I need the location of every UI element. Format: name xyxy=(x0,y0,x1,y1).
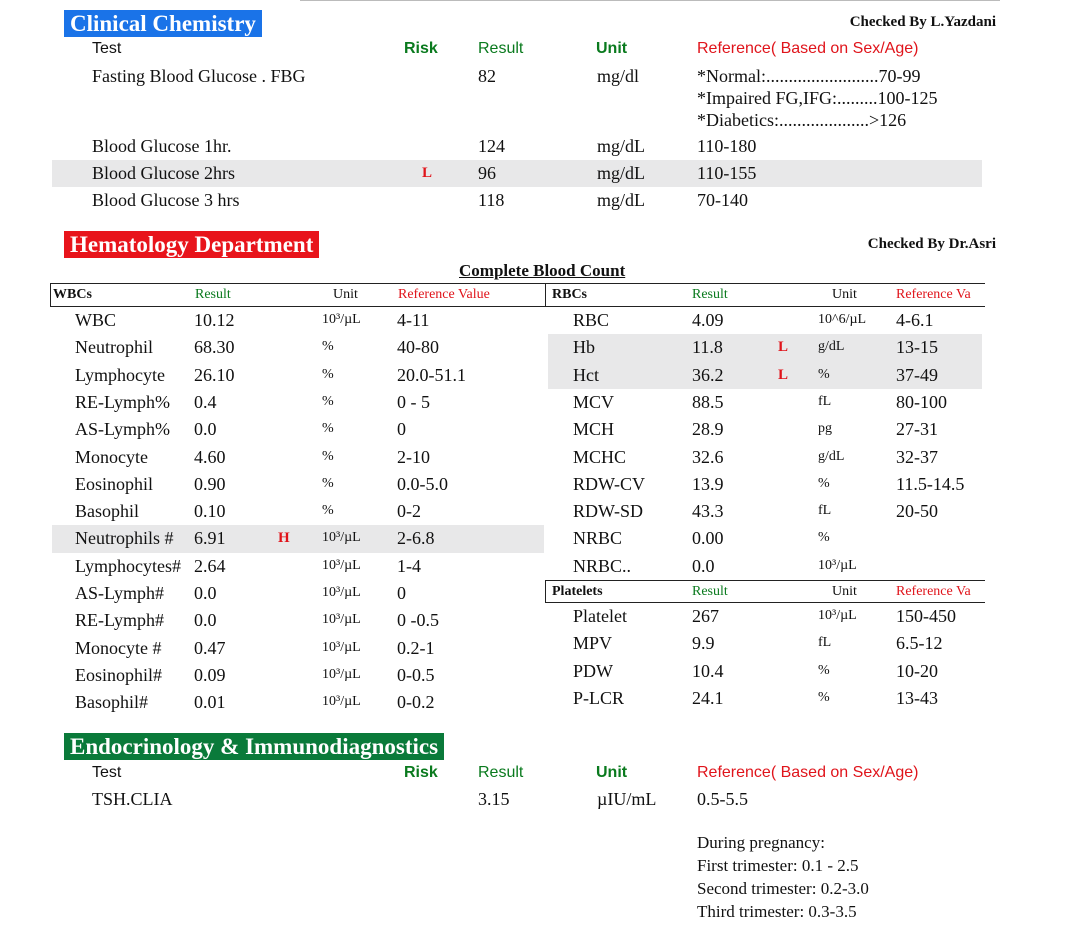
row-result: 0.00 xyxy=(692,528,724,549)
row-reference: 27-31 xyxy=(896,419,938,440)
row-name: RDW-SD xyxy=(573,501,644,522)
row-unit: 10³/µL xyxy=(818,557,857,573)
row-result: 0.01 xyxy=(194,692,226,713)
row-reference: 13-15 xyxy=(896,337,938,358)
wbc-header-unit: Unit xyxy=(333,287,358,302)
row-name: MPV xyxy=(573,633,613,654)
row-unit: fL xyxy=(818,635,832,651)
row-reference: 1-4 xyxy=(397,555,421,576)
row-reference: 2-10 xyxy=(397,446,430,467)
row-name: RDW-CV xyxy=(573,473,645,494)
row-unit: 10³/µL xyxy=(322,612,361,628)
fbg-ref-diabetic: *Diabetics:....................>126 xyxy=(697,110,907,130)
row-reference: 4-6.1 xyxy=(896,310,934,330)
top-rule xyxy=(300,0,1000,1)
row-name: MCH xyxy=(573,419,615,440)
row-name: NRBC xyxy=(573,528,623,549)
rbc-header-unit: Unit xyxy=(832,287,857,302)
endo-header-test: Test xyxy=(92,764,122,781)
wbc-left-border xyxy=(50,283,51,307)
row-name: AS-Lymph# xyxy=(75,583,165,603)
row-reference: 32-37 xyxy=(896,446,938,467)
plt-header-name: Platelets xyxy=(552,584,603,599)
rbc-header-name: RBCs xyxy=(552,287,588,302)
row-result: 43.3 xyxy=(692,501,724,522)
plt-top-rule xyxy=(546,580,985,581)
chem-header-result: Result xyxy=(478,40,524,57)
chem-row-test: Blood Glucose 3 hrs xyxy=(92,190,240,210)
row-unit: g/dL xyxy=(818,448,845,464)
row-reference: 0 - 5 xyxy=(397,391,430,412)
row-unit: 10³/µL xyxy=(818,608,857,623)
chem-checked-by: Checked By L.Yazdani xyxy=(849,14,996,30)
row-name: RE-Lymph# xyxy=(75,610,164,631)
chem-row-unit: mg/dL xyxy=(597,190,645,210)
row-result: 10.4 xyxy=(692,660,724,681)
row-name: Eosinophil# xyxy=(75,664,163,685)
row-risk-flag: L xyxy=(778,366,789,383)
row-name: Neutrophils # xyxy=(75,528,174,549)
chem-row-result: 124 xyxy=(478,136,505,156)
hematology-banner: Hematology Department xyxy=(64,231,319,258)
row-result: 2.64 xyxy=(194,555,226,576)
endo-header-result: Result xyxy=(478,764,524,781)
fbg-ref-normal: *Normal:.........................70-99 xyxy=(697,66,921,86)
row-name: Basophil xyxy=(75,501,140,522)
chem-row-unit: mg/dL xyxy=(597,136,645,156)
row-name: Basophil# xyxy=(75,692,149,713)
plt-header-reference: Reference Va xyxy=(896,584,971,599)
row-reference: 0-0.5 xyxy=(397,664,435,685)
pregnancy-first-trimester: First trimester: 0.1 - 2.5 xyxy=(697,856,859,875)
chem-header-risk: Risk xyxy=(404,40,438,57)
row-result: 4.09 xyxy=(692,310,724,330)
row-reference: 150-450 xyxy=(896,606,956,626)
row-result: 6.91 xyxy=(194,528,226,549)
row-reference: 0 xyxy=(397,419,406,440)
row-unit: % xyxy=(818,689,830,705)
row-reference: 6.5-12 xyxy=(896,633,943,654)
row-unit: 10³/µL xyxy=(322,666,361,682)
wbc-header-result: Result xyxy=(195,287,231,302)
row-unit: fL xyxy=(818,393,832,409)
row-result: 68.30 xyxy=(194,337,235,358)
chem-row-unit: mg/dL xyxy=(597,163,645,183)
row-result: 0.4 xyxy=(194,391,217,412)
row-name: Platelet xyxy=(573,606,627,626)
row-name: P-LCR xyxy=(573,687,625,708)
row-name: MCHC xyxy=(573,446,627,467)
row-name: Neutrophil xyxy=(75,337,153,358)
row-unit: 10³/µL xyxy=(322,585,361,600)
row-reference: 0 xyxy=(397,583,406,603)
chem-row-test: Blood Glucose 1hr. xyxy=(92,136,232,156)
tsh-test: TSH.CLIA xyxy=(92,789,173,809)
row-reference: 20.0-51.1 xyxy=(397,364,466,385)
rbc-header-result: Result xyxy=(692,287,728,302)
row-name: WBC xyxy=(75,310,117,330)
endocrinology-banner: Endocrinology & Immunodiagnostics xyxy=(64,733,444,760)
row-unit: 10³/µL xyxy=(322,530,361,546)
endo-header-risk: Risk xyxy=(404,764,438,781)
row-unit: % xyxy=(322,393,334,409)
row-reference: 0 -0.5 xyxy=(397,610,439,631)
row-name: Monocyte # xyxy=(75,637,162,658)
cbc-header-rule xyxy=(50,306,985,307)
row-reference: 10-20 xyxy=(896,660,938,681)
fbg-test: Fasting Blood Glucose . FBG xyxy=(92,66,306,86)
fbg-result: 82 xyxy=(478,66,496,86)
row-unit: % xyxy=(322,366,334,382)
row-name: NRBC.. xyxy=(573,555,632,576)
wbc-header-reference: Reference Value xyxy=(398,287,490,302)
row-risk-flag: H xyxy=(278,530,290,547)
cbc-divider xyxy=(545,283,546,307)
tsh-unit: µIU/mL xyxy=(597,789,657,809)
row-result: 0.90 xyxy=(194,473,226,494)
row-result: 32.6 xyxy=(692,446,724,467)
row-name: Lymphocytes# xyxy=(75,555,181,576)
row-unit: % xyxy=(818,662,830,678)
row-unit: 10³/µL xyxy=(322,312,361,327)
row-unit: % xyxy=(818,475,830,491)
row-reference: 37-49 xyxy=(896,364,938,385)
tsh-reference: 0.5-5.5 xyxy=(697,789,748,809)
row-reference: 20-50 xyxy=(896,501,938,522)
row-reference: 2-6.8 xyxy=(397,528,435,549)
tsh-result: 3.15 xyxy=(478,789,510,809)
row-unit: 10³/µL xyxy=(322,639,361,655)
row-unit: g/dL xyxy=(818,339,845,355)
row-result: 0.0 xyxy=(194,610,217,631)
row-unit: 10³/µL xyxy=(322,557,361,573)
chem-header-unit: Unit xyxy=(596,40,628,57)
row-unit: pg xyxy=(818,421,832,437)
endo-header-unit: Unit xyxy=(596,764,628,781)
row-result: 36.2 xyxy=(692,364,724,385)
chem-row-reference: 70-140 xyxy=(697,190,748,210)
plt-header-rule xyxy=(546,602,985,603)
row-reference: 40-80 xyxy=(397,337,439,358)
row-result: 4.60 xyxy=(194,446,226,467)
fbg-unit: mg/dl xyxy=(597,66,640,86)
row-unit: 10³/µL xyxy=(322,694,361,710)
row-result: 0.0 xyxy=(194,419,217,440)
fbg-ref-impaired: *Impaired FG,IFG:.........100-125 xyxy=(697,88,938,108)
row-result: 267 xyxy=(692,606,719,626)
row-reference: 4-11 xyxy=(397,310,430,330)
row-name: Hct xyxy=(573,364,599,385)
row-name: Eosinophil xyxy=(75,473,154,494)
row-result: 0.0 xyxy=(194,583,217,603)
chem-row-result: 96 xyxy=(478,163,496,183)
pregnancy-title: During pregnancy: xyxy=(697,833,825,852)
row-unit: % xyxy=(322,448,334,464)
row-reference: 11.5-14.5 xyxy=(896,473,965,494)
clinical-chemistry-banner: Clinical Chemistry xyxy=(64,10,262,37)
row-result: 24.1 xyxy=(692,687,724,708)
chem-row-test: Blood Glucose 2hrs xyxy=(92,163,235,183)
row-name: Hb xyxy=(573,337,595,358)
chem-header-reference: Reference( Based on Sex/Age) xyxy=(697,40,919,57)
plt-left-border xyxy=(545,580,546,603)
row-reference: 80-100 xyxy=(896,391,947,412)
row-name: RBC xyxy=(573,310,610,330)
plt-header-result: Result xyxy=(692,584,728,599)
row-unit: % xyxy=(818,366,830,382)
row-name: RE-Lymph% xyxy=(75,391,170,412)
row-reference: 0.2-1 xyxy=(397,637,435,658)
row-result: 13.9 xyxy=(692,473,724,494)
row-result: 9.9 xyxy=(692,633,715,654)
row-unit: % xyxy=(818,530,830,546)
row-unit: % xyxy=(322,503,334,519)
row-result: 28.9 xyxy=(692,419,724,440)
chem-row-reference: 110-155 xyxy=(697,163,757,183)
chem-header-test: Test xyxy=(92,40,122,57)
rbc-header-reference: Reference Va xyxy=(896,287,971,302)
wbc-header-name: WBCs xyxy=(53,287,92,302)
row-result: 0.47 xyxy=(194,637,226,658)
row-result: 0.09 xyxy=(194,664,226,685)
row-unit: % xyxy=(322,339,334,355)
chem-row-result: 118 xyxy=(478,190,505,210)
hema-checked-by: Checked By Dr.Asri xyxy=(867,236,996,252)
row-unit: 10^6/µL xyxy=(818,312,867,327)
row-reference: 0-2 xyxy=(397,501,421,522)
row-name: Monocyte xyxy=(75,446,148,467)
row-reference: 0.0-5.0 xyxy=(397,473,448,494)
row-result: 0.0 xyxy=(692,555,715,576)
row-result: 26.10 xyxy=(194,364,235,385)
row-name: MCV xyxy=(573,391,615,412)
row-unit: fL xyxy=(818,503,832,519)
row-unit: % xyxy=(322,475,334,491)
cbc-title: Complete Blood Count xyxy=(459,261,626,280)
chem-row-risk-flag: L xyxy=(422,165,433,181)
row-risk-flag: L xyxy=(778,339,789,356)
row-name: Lymphocyte xyxy=(75,364,165,385)
row-name: PDW xyxy=(573,660,613,681)
pregnancy-third-trimester: Third trimester: 0.3-3.5 xyxy=(697,902,857,921)
row-unit: % xyxy=(322,421,334,437)
row-reference: 13-43 xyxy=(896,687,938,708)
row-result: 11.8 xyxy=(692,337,723,358)
row-reference: 0-0.2 xyxy=(397,692,435,713)
plt-header-unit: Unit xyxy=(832,584,857,599)
row-result: 0.10 xyxy=(194,501,226,522)
row-result: 10.12 xyxy=(194,310,235,330)
row-name: AS-Lymph% xyxy=(75,419,171,440)
row-result: 88.5 xyxy=(692,391,724,412)
chem-row-reference: 110-180 xyxy=(697,136,757,156)
pregnancy-second-trimester: Second trimester: 0.2-3.0 xyxy=(697,879,869,898)
endo-header-reference: Reference( Based on Sex/Age) xyxy=(697,764,919,781)
cbc-top-rule xyxy=(50,283,985,284)
